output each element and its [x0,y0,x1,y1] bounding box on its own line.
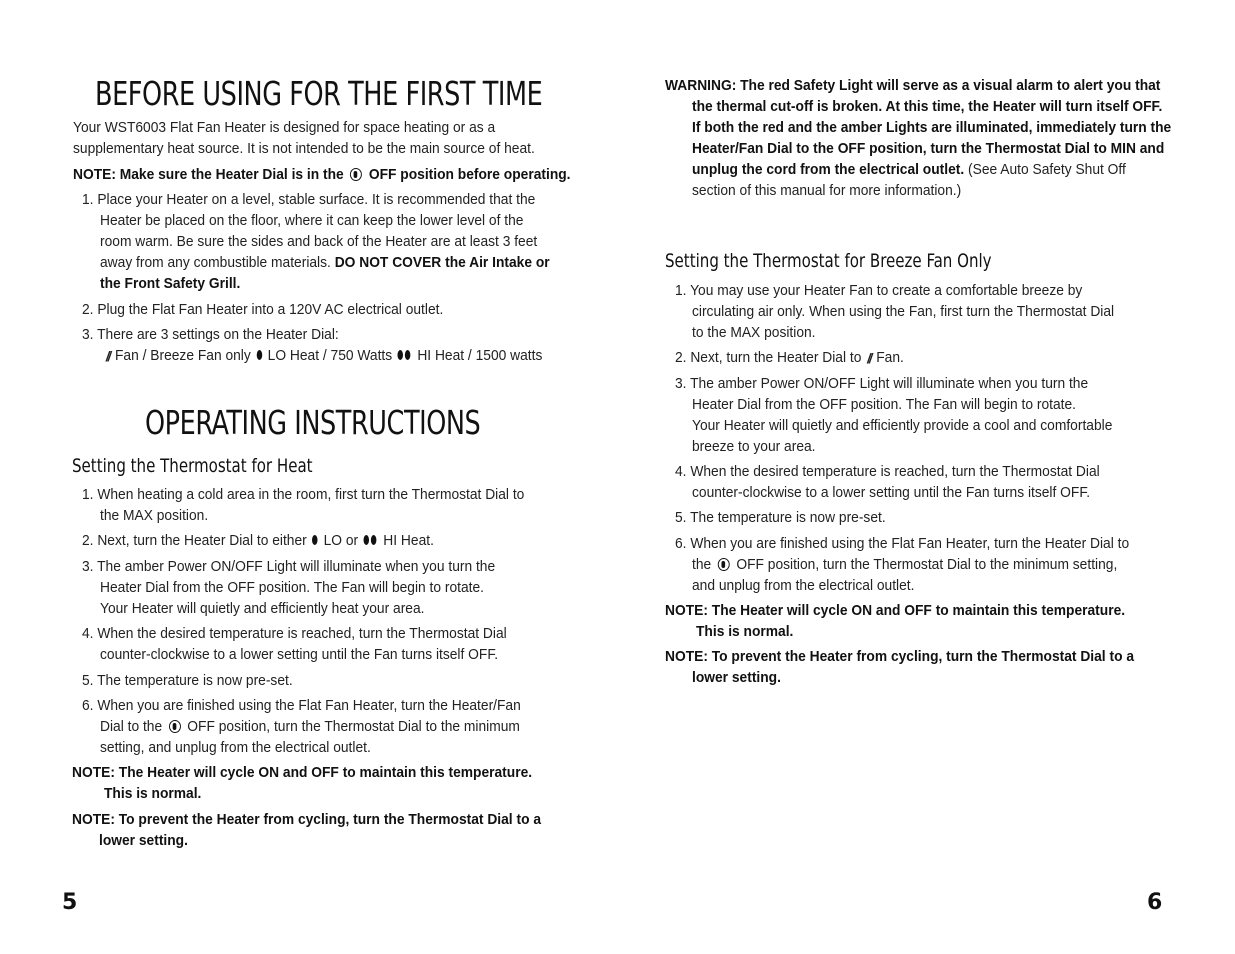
section-title: OPERATING INSTRUCTIONS [145,403,481,442]
off-icon [350,168,362,181]
page-number: 6 [1147,890,1163,915]
list-item: the MAX position. [100,507,209,524]
list-item: 6. When you are finished using the Flat Fan Heater, turn the Heater Dial to [675,535,1130,552]
list-item: 6. When you are finished using the Flat Fan Heater, turn the Heater/Fan [82,697,521,714]
list-item: counter-clockwise to a lower setting until the Fan turns itself OFF. [692,484,1091,501]
intro-line: Your WST6003 Flat Fan Heater is designed for space heating or as a [73,119,496,136]
lo-heat-icon [256,350,262,360]
list-item: 1. Place your Heater on a level, stable surface. It is recommended that the [82,191,536,208]
note-text: OFF position before operating. [368,166,571,183]
list-item: counter-clockwise to a lower setting until the Fan turns itself OFF. [100,646,499,663]
note: This is normal. [696,623,794,640]
list-item: Heater Dial from the OFF position. The Fan will begin to rotate. [100,579,485,596]
note: lower setting. [99,832,188,849]
page-number: 5 [62,890,78,915]
list-item: 1. When heating a cold area in the room, first turn the Thermostat Dial to [82,486,525,503]
list-item: 3. There are 3 settings on the Heater Dial: [82,326,339,343]
list-item-text: away from any combustible materials. [100,254,331,271]
list-item: 4. When the desired temperature is reached, turn the Thermostat Dial [82,625,507,642]
note: NOTE: The Heater will cycle ON and OFF to maintain this temperature. [72,764,533,781]
warning-text: DO NOT COVER the Air Intake or [334,254,550,271]
setting-lo: LO Heat / 750 Watts [267,347,393,364]
list-item-text: Dial to the [100,718,163,735]
list-item-text: OFF position, turn the Thermostat Dial to the minimum [187,718,520,735]
warning: the thermal cut-off is broken. At this time, the Heater will turn itself OFF. [692,98,1163,115]
note-text: NOTE: Make sure the Heater Dial is in the [73,166,344,183]
list-item-text: 2. Next, turn the Heater Dial to [675,349,862,366]
list-item [82,530,434,551]
list-item: Heater be placed on the floor, where it can keep the lower level of the [100,212,524,229]
list-item: Your Heater will quietly and efficiently provide a cool and comfortable [692,417,1113,434]
hi-heat-icon [364,535,378,545]
warning-reference: (See Auto Safety Shut Off [968,161,1126,178]
list-item: Your Heater will quietly and efficiently heat your area. [100,600,425,617]
list-item: breeze to your area. [692,438,816,455]
off-icon [169,720,181,733]
list-item: 4. When the desired temperature is reached, turn the Thermostat Dial [675,463,1100,480]
note: NOTE: The Heater will cycle ON and OFF to maintain this temperature. [665,602,1126,619]
page-title: BEFORE USING FOR THE FIRST TIME [95,74,543,113]
list-item-text: 2. Next, turn the Heater Dial to either [82,532,307,549]
warning [692,159,1126,180]
list-item: 2. Plug the Flat Fan Heater into a 120V AC electrical outlet. [82,301,444,318]
note: This is normal. [104,785,202,802]
hi-heat-icon [398,350,412,360]
list-item-text: OFF position, turn the Thermostat Dial to the minimum setting, [736,556,1118,573]
note: NOTE: To prevent the Heater from cycling, turn the Thermostat Dial to a [72,811,542,828]
list-item: Heater Dial from the OFF position. The Fan will begin to rotate. [692,396,1077,413]
note: NOTE: To prevent the Heater from cycling, turn the Thermostat Dial to a [665,648,1135,665]
warning: Heater/Fan Dial to the OFF position, turn the Thermostat Dial to MIN and [692,140,1165,157]
intro-line: supplementary heat source. It is not intended to be the main source of heat. [73,140,535,157]
subsection-title: Setting the Thermostat for Heat [72,455,313,477]
list-item: 5. The temperature is now pre-set. [82,672,293,689]
fan-icon: // [105,347,110,364]
warning-reference: section of this manual for more information.) [692,182,962,199]
list-item: 3. The amber Power ON/OFF Light will illuminate when you turn the [675,375,1089,392]
list-item-text: Fan. [876,349,904,366]
setting-fan: Fan / Breeze Fan only [114,347,251,364]
list-item: room warm. Be sure the sides and back of the Heater are at least 3 feet [100,233,538,250]
list-item: 1. You may use your Heater Fan to create a comfortable breeze by [675,282,1083,299]
list-item [692,554,1117,575]
left-page [0,0,617,954]
list-item-text: LO or [323,532,359,549]
list-item-text: HI Heat. [383,532,434,549]
note-off-position [73,164,571,185]
list-item [675,347,904,369]
list-item: 5. The temperature is now pre-set. [675,509,886,526]
subsection-title: Setting the Thermostat for Breeze Fan Only [665,250,992,272]
setting-hi: HI Heat / 1500 watts [417,347,543,364]
lo-heat-icon [312,535,318,545]
list-item-text: the [692,556,712,573]
list-item: to the MAX position. [692,324,816,341]
right-page [617,0,1235,954]
list-item: setting, and unplug from the electrical outlet. [100,739,371,756]
warning-text: unplug the cord from the electrical outlet. [692,161,965,178]
note: lower setting. [692,669,781,686]
off-icon [718,558,730,571]
fan-icon: // [867,349,871,366]
warning-text: the Front Safety Grill. [100,275,241,292]
list-item: 3. The amber Power ON/OFF Light will illuminate when you turn the [82,558,496,575]
warning: WARNING: The red Safety Light will serve as a visual alarm to alert you that [665,77,1161,94]
dial-settings [104,345,542,367]
list-item [100,716,520,737]
list-item: and unplug from the electrical outlet. [692,577,915,594]
list-item: circulating air only. When using the Fan, first turn the Thermostat Dial [692,303,1115,320]
warning: If both the red and the amber Lights are illuminated, immediately turn the [692,119,1172,136]
list-item [100,252,550,273]
